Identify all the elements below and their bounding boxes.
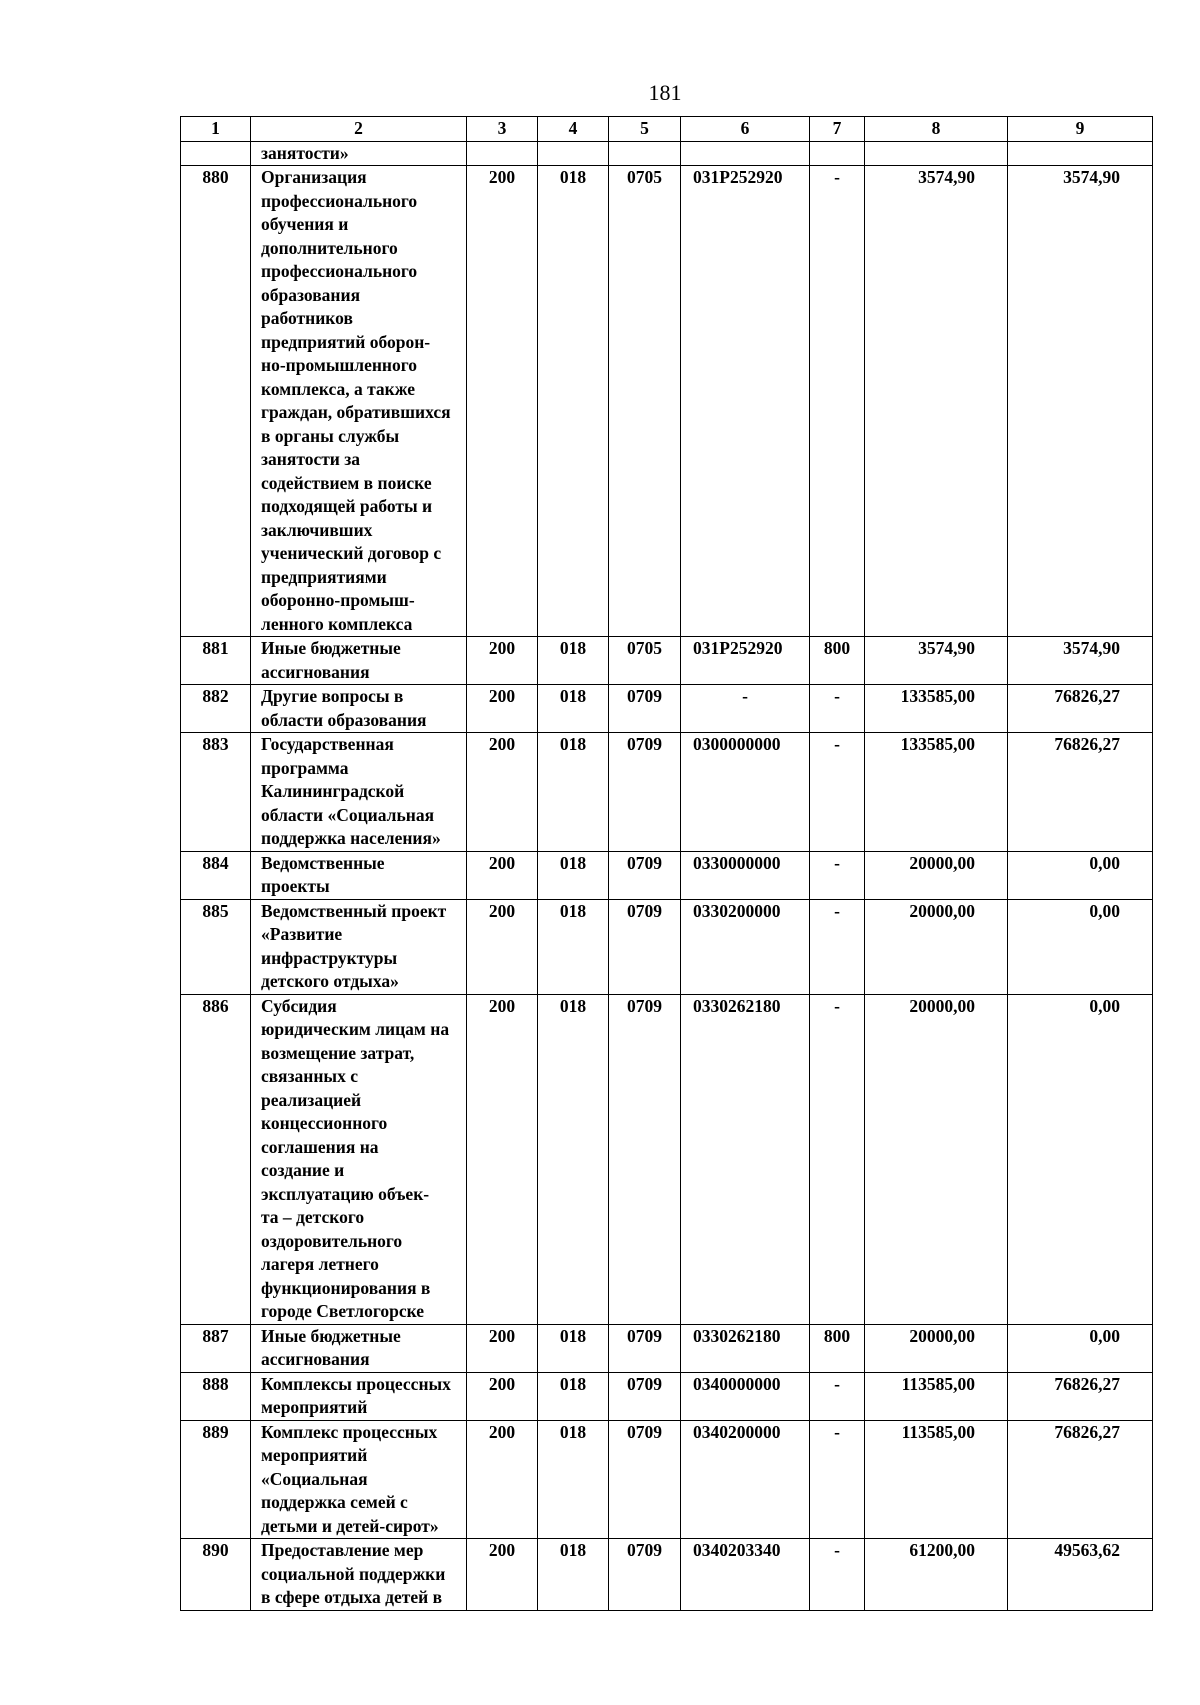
col7-cell: - [810,1539,865,1611]
col4-cell: 018 [538,1324,609,1372]
row-number-cell: 887 [181,1324,251,1372]
col6-cell: 0330200000 [681,899,810,994]
header-cell: 1 [181,117,251,142]
col5-cell: 0709 [609,1420,681,1539]
col3-cell: 200 [467,851,538,899]
header-cell: 6 [681,117,810,142]
budget-table-container [180,116,1152,1607]
col9-cell: 76826,27 [1008,1420,1153,1539]
row-number-cell: 882 [181,685,251,733]
col7-cell: - [810,685,865,733]
table-row [181,1539,1153,1611]
col6-cell: 0330262180 [681,994,810,1324]
header-cell: 7 [810,117,865,142]
col4-cell: 018 [538,637,609,685]
col7-cell [810,141,865,166]
header-cell: 5 [609,117,681,142]
row-number-cell: 885 [181,899,251,994]
col7-cell: 800 [810,637,865,685]
col4-cell: 018 [538,1372,609,1420]
row-number-cell: 884 [181,851,251,899]
row-number-cell: 889 [181,1420,251,1539]
col4-cell [538,141,609,166]
row-name-cell: Комплексы процессных мероприятий [251,1372,467,1420]
col4-cell: 018 [538,166,609,637]
col3-cell: 200 [467,685,538,733]
row-number-cell: 888 [181,1372,251,1420]
col3-cell [467,141,538,166]
col4-cell: 018 [538,1539,609,1611]
col6-cell: 0340200000 [681,1420,810,1539]
table-row [181,141,1153,166]
row-name-cell: Ведомственные проекты [251,851,467,899]
col5-cell: 0705 [609,166,681,637]
row-name-cell: Иные бюджетные ассигнования [251,1324,467,1372]
header-cell: 9 [1008,117,1153,142]
row-number-cell: 886 [181,994,251,1324]
col3-cell: 200 [467,899,538,994]
table-row [181,1324,1153,1372]
col5-cell: 0709 [609,685,681,733]
col7-cell: - [810,1372,865,1420]
col3-cell: 200 [467,733,538,852]
col7-cell: - [810,733,865,852]
col9-cell: 3574,90 [1008,637,1153,685]
col6-cell: 031P252920 [681,637,810,685]
col6-cell: 031P252920 [681,166,810,637]
col8-cell: 20000,00 [865,994,1008,1324]
header-cell: 3 [467,117,538,142]
col9-cell: 49563,62 [1008,1539,1153,1611]
row-name-cell: Предоставление мер социальной поддержки в сфере отдыха детей в [251,1539,467,1611]
col6-cell: 0330000000 [681,851,810,899]
col3-cell: 200 [467,166,538,637]
col5-cell: 0705 [609,637,681,685]
header-row [181,117,1153,142]
col7-cell: - [810,166,865,637]
row-number-cell: 883 [181,733,251,852]
col5-cell: 0709 [609,899,681,994]
col5-cell: 0709 [609,1539,681,1611]
col6-cell: 0340203340 [681,1539,810,1611]
table-row [181,685,1153,733]
col7-cell: - [810,1420,865,1539]
table-row [181,166,1153,637]
table-row [181,851,1153,899]
page-number: 181 [648,80,682,105]
col3-cell: 200 [467,1372,538,1420]
col5-cell: 0709 [609,733,681,852]
table-row [181,1420,1153,1539]
col9-cell: 0,00 [1008,994,1153,1324]
table-row [181,637,1153,685]
col8-cell: 3574,90 [865,637,1008,685]
col3-cell: 200 [467,994,538,1324]
col5-cell: 0709 [609,1372,681,1420]
col5-cell: 0709 [609,1324,681,1372]
col8-cell: 61200,00 [865,1539,1008,1611]
col8-cell: 113585,00 [865,1372,1008,1420]
col8-cell: 20000,00 [865,851,1008,899]
col8-cell: 113585,00 [865,1420,1008,1539]
col8-cell: 20000,00 [865,1324,1008,1372]
col4-cell: 018 [538,899,609,994]
header-cell: 4 [538,117,609,142]
table-row [181,994,1153,1324]
col5-cell [609,141,681,166]
col8-cell: 20000,00 [865,899,1008,994]
col9-cell: 0,00 [1008,899,1153,994]
row-number-cell: 880 [181,166,251,637]
col6-cell: 0300000000 [681,733,810,852]
col6-cell [681,141,810,166]
col7-cell: 800 [810,1324,865,1372]
row-number-cell [181,141,251,166]
col4-cell: 018 [538,685,609,733]
col5-cell: 0709 [609,851,681,899]
col8-cell: 133585,00 [865,733,1008,852]
col8-cell [865,141,1008,166]
col8-cell: 133585,00 [865,685,1008,733]
col7-cell: - [810,899,865,994]
row-name-cell: Организация профессионального обучения и дополнительного профессионального образования работников предприятий оборон- но-промышленного комплекса, а также граждан, обратившихся в органы службы занятости за содействием в поиске подходящей работы и заключивших ученический договор с предприятиями оборонно-промыш- ленного комплекса [251,166,467,637]
col5-cell: 0709 [609,994,681,1324]
row-name-cell: Государственная программа Калининградской области «Социальная поддержка населения» [251,733,467,852]
col6-cell: - [681,685,810,733]
col4-cell: 018 [538,1420,609,1539]
row-number-cell: 890 [181,1539,251,1611]
table-row [181,899,1153,994]
col4-cell: 018 [538,994,609,1324]
col7-cell: - [810,994,865,1324]
row-name-cell: занятости» [251,141,467,166]
col9-cell [1008,141,1153,166]
col9-cell: 0,00 [1008,1324,1153,1372]
col9-cell: 0,00 [1008,851,1153,899]
col9-cell: 76826,27 [1008,685,1153,733]
budget-table [180,116,1153,1611]
col3-cell: 200 [467,1324,538,1372]
col3-cell: 200 [467,637,538,685]
col4-cell: 018 [538,733,609,852]
col9-cell: 76826,27 [1008,1372,1153,1420]
col9-cell: 3574,90 [1008,166,1153,637]
row-name-cell: Другие вопросы в области образования [251,685,467,733]
table-row [181,733,1153,852]
header-cell: 8 [865,117,1008,142]
table-row [181,1372,1153,1420]
col7-cell: - [810,851,865,899]
row-name-cell: Иные бюджетные ассигнования [251,637,467,685]
col9-cell: 76826,27 [1008,733,1153,852]
col6-cell: 0330262180 [681,1324,810,1372]
col3-cell: 200 [467,1420,538,1539]
row-name-cell: Субсидия юридическим лицам на возмещение затрат, связанных с реализацией концессионного соглашения на создание и эксплуатацию объек- та – детского оздоровительного лагеря летнего функционирования в городе Светлогорске [251,994,467,1324]
col4-cell: 018 [538,851,609,899]
col3-cell: 200 [467,1539,538,1611]
col8-cell: 3574,90 [865,166,1008,637]
row-name-cell: Комплекс процессных мероприятий «Социальная поддержка семей с детьми и детей-сирот» [251,1420,467,1539]
row-number-cell: 881 [181,637,251,685]
row-name-cell: Ведомственный проект «Развитие инфраструктуры детского отдыха» [251,899,467,994]
header-cell: 2 [251,117,467,142]
col6-cell: 0340000000 [681,1372,810,1420]
